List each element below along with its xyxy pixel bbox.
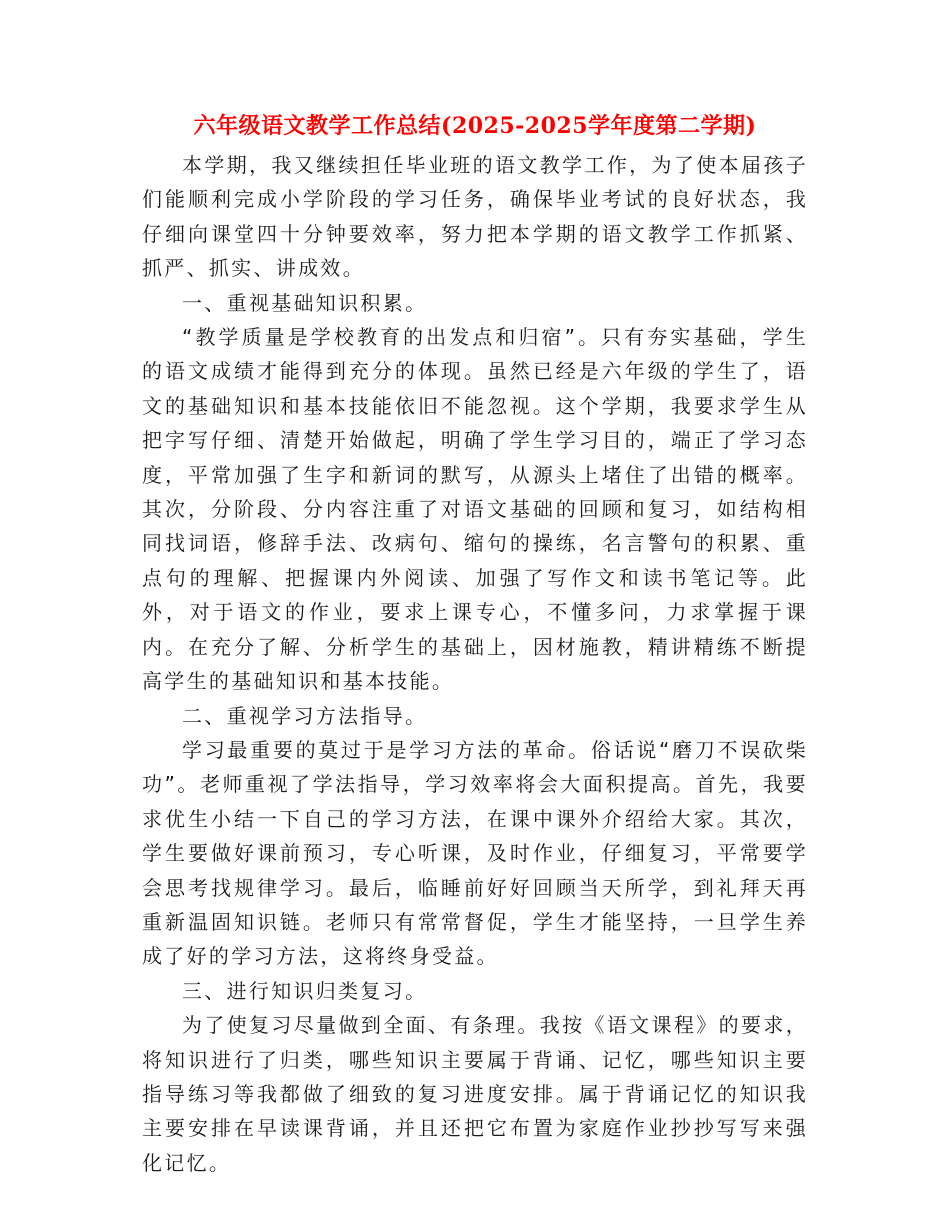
- section-2-paragraph: 学习最重要的莫过于是学习方法的革命。俗话说“磨刀不误砍柴功”。老师重视了学法指导，学习效率将会大面积提高。首先，我要求优生小结一下自己的学习方法，在课中课外介绍给大家。其次，学生要做好课前预习，专心听课，及时作业，仔细复习，平常要学会思考找规律学习。最后，临睡前好好回顾当天所学，到礼拜天再重新温固知识链。老师只有常常督促，学生才能坚持，一旦学生养成了好的学习方法，这将终身受益。: [142, 737, 808, 969]
- section-heading-1: 一、重视基础知识积累。: [182, 290, 428, 315]
- document-body: [142, 148, 808, 1180]
- section-1-paragraph: “教学质量是学校教育的出发点和归宿”。只有夯实基础，学生的语文成绩才能得到充分的体现。虽然已经是六年级的学生了，语文的基础知识和基本技能依旧不能忽视。这个学期，我要求学生从把字写仔细、清楚开始做起，明确了学生学习目的，端正了学习态度，平常加强了生字和新词的默写，从源头上堵住了出错的概率。其次，分阶段、分内容注重了对语文基础的回顾和复习，如结构相同找词语，修辞手法、改病句、缩句的操练，名言警句的积累、重点句的理解、把握课内外阅读、加强了写作文和读书笔记等。此外，对于语文的作业，要求上课专心，不懂多问，力求掌握于课内。在充分了解、分析学生的基础上，因材施教，精讲精练不断提高学生的基础知识和基本技能。: [142, 325, 808, 694]
- section-3-paragraph: 为了使复习尽量做到全面、有条理。我按《语文课程》的要求，将知识进行了归类，哪些知识主要属于背诵、记忆，哪些知识主要指导练习等我都做了细致的复习进度安排。属于背诵记忆的知识我主要安排在早读课背诵，并且还把它布置为家庭作业抄抄写写来强化记忆。: [142, 1013, 808, 1175]
- section-heading-3: 三、进行知识归类复习。: [182, 978, 428, 1003]
- section-heading-2: 二、重视学习方法指导。: [182, 703, 428, 728]
- intro-paragraph: 本学期，我又继续担任毕业班的语文教学工作，为了使本届孩子们能顺利完成小学阶段的学习任务，确保毕业考试的良好状态，我仔细向课堂四十分钟要效率，努力把本学期的语文教学工作抓紧、抓严、抓实、讲成效。: [142, 153, 808, 281]
- document-title: 六年级语文教学工作总结(2025-2025学年度第二学期): [193, 113, 757, 139]
